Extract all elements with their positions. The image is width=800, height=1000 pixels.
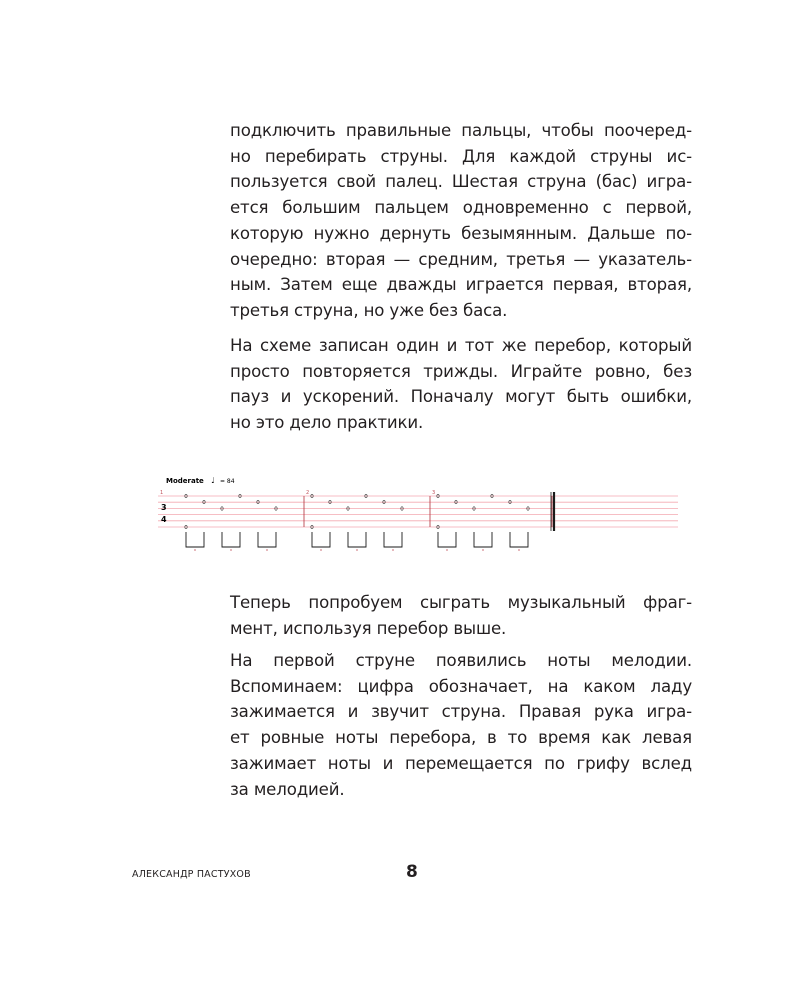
paragraph-4	[230, 648, 692, 802]
tab-fret-number: 0	[436, 525, 440, 531]
tab-fret-number: 0	[472, 506, 476, 513]
note-beam	[258, 532, 276, 547]
paragraph-2	[230, 333, 692, 436]
note-beam	[186, 532, 204, 547]
tab-fret-number: 0	[526, 506, 530, 513]
tab-fret-number: 0	[490, 494, 494, 500]
measure-number: 1	[160, 490, 164, 496]
note-beam	[312, 532, 330, 547]
tab-fret-number: 0	[310, 525, 314, 531]
tempo-note-icon: ♩	[211, 476, 215, 485]
text-line: зажимает ноты и перемещается по грифу вслед	[230, 753, 692, 773]
text-line: ется большим пальцем одновременно с первой,	[230, 198, 692, 218]
measure-number: 2	[306, 490, 310, 496]
text-line: зажимается и звучит струна. Правая рука игра-	[230, 702, 692, 722]
tab-fret-number: 0	[256, 500, 260, 507]
text-line: которую нужно дернуть безымянным. Дальше по-	[230, 223, 692, 243]
text-line: просто повторяется трижды. Играйте ровно, без	[230, 361, 692, 381]
guitar-tablature	[158, 470, 688, 560]
note-beam	[348, 532, 366, 547]
paragraph-1	[230, 118, 692, 324]
text-line: пауз и ускорений. Поначалу могут быть ошибки,	[230, 387, 692, 407]
text-line: На первой струне появились ноты мелодии.	[230, 651, 692, 670]
tab-fret-number: 0	[364, 494, 368, 500]
text-line: третья струна, но уже без баса.	[230, 300, 508, 320]
text-line: пользуется свой палец. Шестая струна (бас) игра-	[230, 172, 692, 192]
tab-fret-number: 0	[382, 500, 386, 507]
tab-fret-number: 0	[274, 506, 278, 513]
tempo-value: = 84	[220, 478, 235, 485]
tab-fret-number: 0	[436, 494, 440, 500]
tab-fret-number: 0	[238, 494, 242, 500]
time-signature-bottom: 4	[161, 515, 167, 524]
paragraph-3	[230, 590, 692, 641]
text-line: ет ровные ноты перебора, в то время как левая	[230, 728, 692, 748]
tab-fret-number: 0	[184, 525, 188, 531]
footer-author: АЛЕКСАНДР ПАСТУХОВ	[132, 869, 251, 880]
tab-fret-number: 0	[328, 500, 332, 507]
text-line: за мелодией.	[230, 779, 345, 799]
note-beam	[438, 532, 456, 547]
note-beam	[222, 532, 240, 547]
note-beam	[510, 532, 528, 547]
tab-fret-number: 0	[346, 506, 350, 513]
page-number: 8	[406, 862, 418, 882]
note-beam	[384, 532, 402, 547]
tab-fret-number: 0	[184, 494, 188, 500]
tab-fret-number: 0	[508, 500, 512, 507]
text-line: На схеме записан один и тот же перебор, который	[230, 336, 692, 355]
text-line: Вспоминаем: цифра обозначает, на каком ладу	[230, 676, 692, 696]
time-signature-top: 3	[161, 503, 167, 512]
tempo-label: Moderate	[166, 477, 204, 485]
text-line: очередно: вторая — средним, третья — указатель-	[230, 249, 692, 269]
text-line: но это дело практики.	[230, 413, 424, 433]
text-line: но перебирать струны. Для каждой струны ис-	[230, 146, 692, 166]
text-line: ным. Затем еще дважды играется первая, вторая,	[230, 275, 692, 295]
tab-fret-number: 0	[220, 506, 224, 513]
tab-fret-number: 0	[400, 506, 404, 513]
text-line: подключить правильные пальцы, чтобы поочеред-	[230, 121, 692, 140]
note-beam	[474, 532, 492, 547]
measure-number: 3	[432, 490, 436, 496]
text-line: мент, используя перебор выше.	[230, 618, 507, 638]
tab-fret-number: 0	[202, 500, 206, 507]
text-line: Теперь попробуем сыграть музыкальный фраг-	[230, 593, 692, 612]
tab-fret-number: 0	[310, 494, 314, 500]
tab-fret-number: 0	[454, 500, 458, 507]
